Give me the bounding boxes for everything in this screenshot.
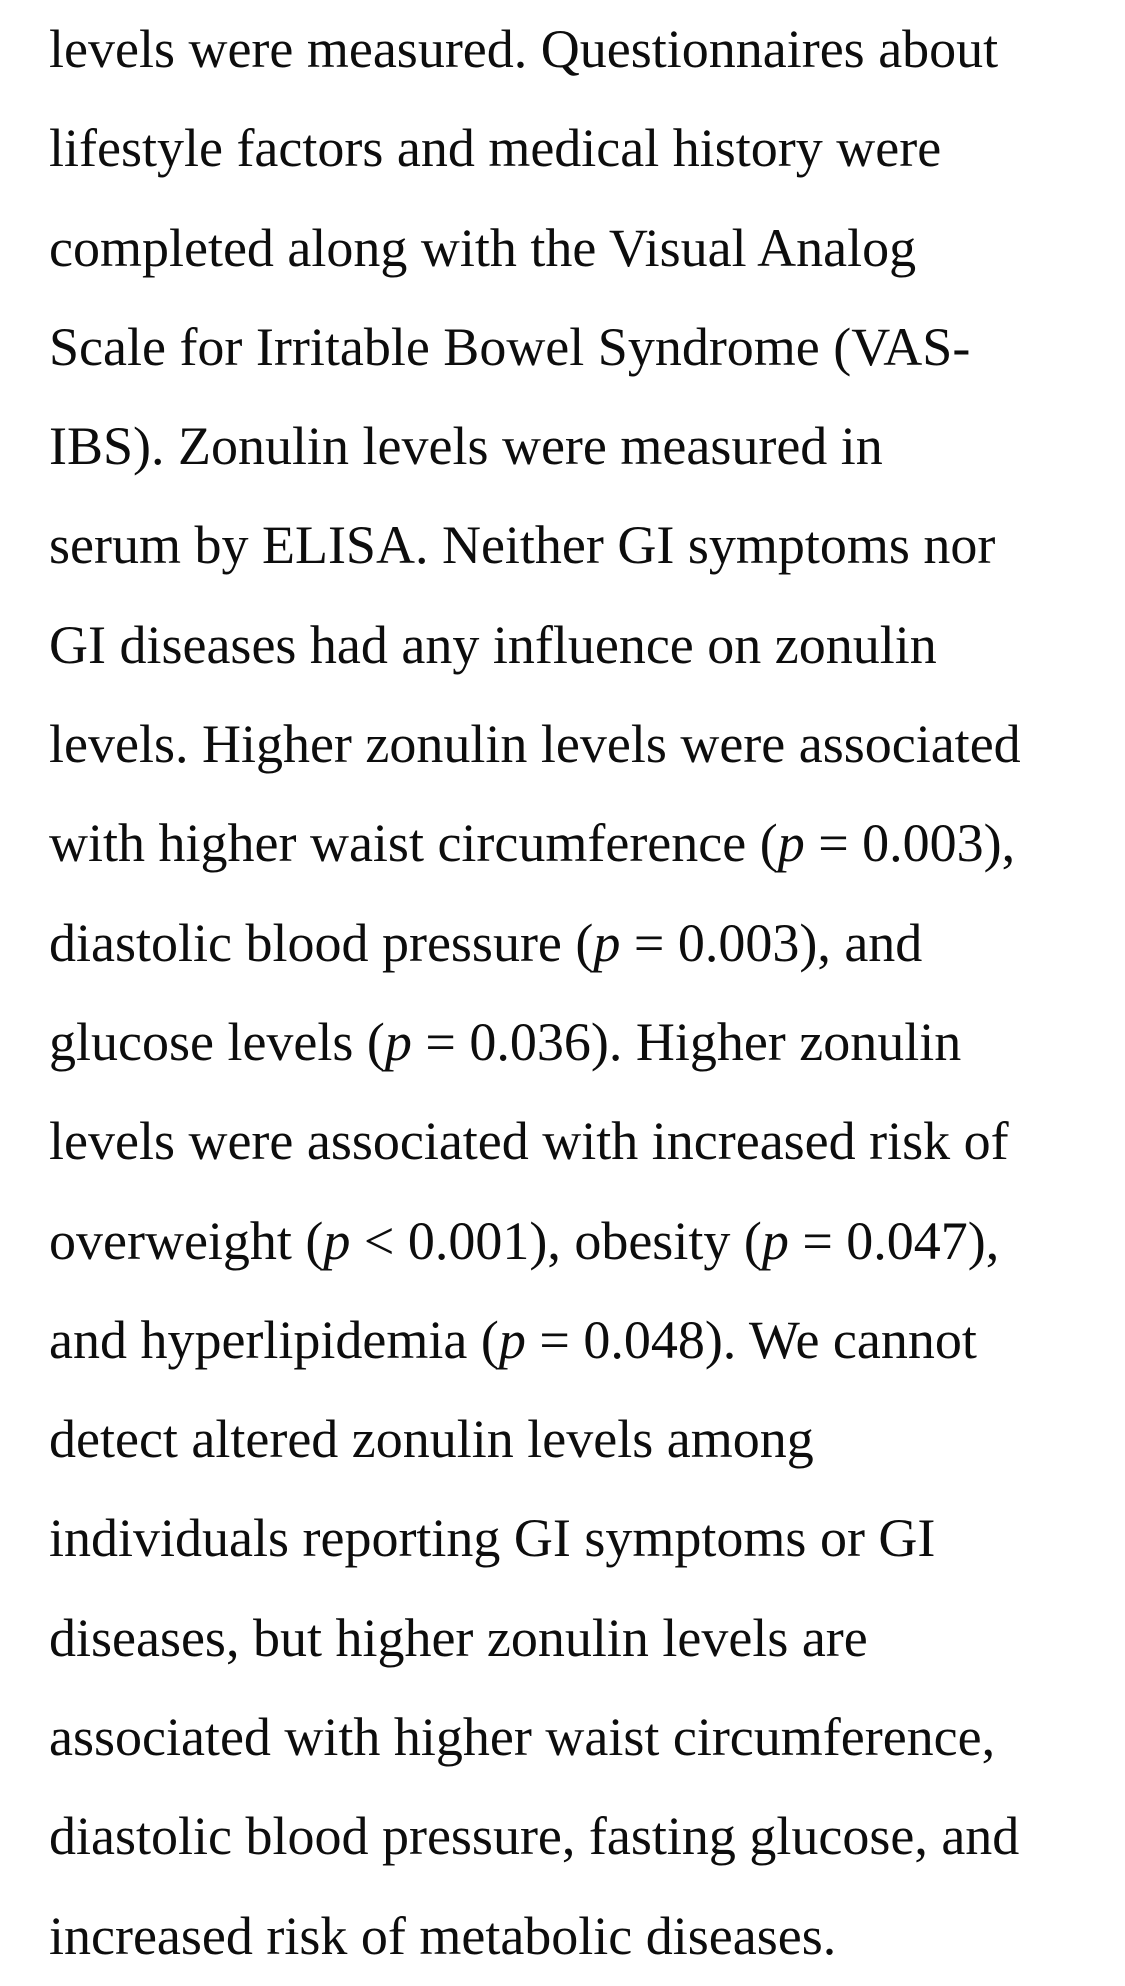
text-line xyxy=(49,1489,1109,1588)
text-fragment: associated with higher waist circumference, xyxy=(49,1707,996,1768)
text-line xyxy=(49,298,1109,397)
text-fragment: diastolic blood pressure ( xyxy=(49,912,594,973)
text-line xyxy=(49,1887,1109,1986)
text-fragment: with higher waist circumference ( xyxy=(49,813,778,874)
p-value-variable: p xyxy=(498,1309,526,1370)
text-fragment: GI diseases had any influence on zonulin xyxy=(49,614,937,675)
text-fragment: diastolic blood pressure, fasting glucose, and xyxy=(49,1806,1020,1867)
p-value-variable: p xyxy=(323,1210,351,1271)
text-line xyxy=(49,596,1109,695)
text-fragment: = 0.003), xyxy=(804,813,1016,874)
text-line xyxy=(49,0,1109,99)
text-line xyxy=(49,496,1109,595)
text-fragment: increased risk of metabolic diseases. xyxy=(49,1905,837,1966)
text-fragment: = 0.036). Higher zonulin xyxy=(411,1011,962,1072)
text-fragment: serum by ELISA. Neither GI symptoms nor xyxy=(49,515,996,576)
text-line xyxy=(49,1589,1109,1688)
text-line xyxy=(49,1787,1109,1886)
text-fragment: IBS). Zonulin levels were measured in xyxy=(49,416,883,477)
text-line xyxy=(49,1390,1109,1489)
text-fragment: lifestyle factors and medical history were xyxy=(49,118,942,179)
text-line xyxy=(49,993,1109,1092)
text-line xyxy=(49,1192,1109,1291)
text-fragment: = 0.048). We cannot xyxy=(525,1309,977,1370)
text-fragment: = 0.047), xyxy=(788,1210,1000,1271)
text-fragment: diseases, but higher zonulin levels are xyxy=(49,1607,868,1668)
text-line xyxy=(49,99,1109,198)
text-line xyxy=(49,1291,1109,1390)
abstract-paragraph xyxy=(49,0,1109,1986)
text-line xyxy=(49,894,1109,993)
text-fragment: Scale for Irritable Bowel Syndrome (VAS- xyxy=(49,316,971,377)
text-line xyxy=(49,794,1109,893)
p-value-variable: p xyxy=(384,1011,412,1072)
text-fragment: individuals reporting GI symptoms or GI xyxy=(49,1508,936,1569)
text-fragment: overweight ( xyxy=(49,1210,324,1271)
text-line xyxy=(49,397,1109,496)
text-fragment: levels were associated with increased risk of xyxy=(49,1111,1009,1172)
text-fragment: levels were measured. Questionnaires about xyxy=(49,19,999,79)
text-fragment: completed along with the Visual Analog xyxy=(49,217,917,278)
text-line xyxy=(49,1092,1109,1191)
text-fragment: detect altered zonulin levels among xyxy=(49,1409,814,1470)
text-fragment: = 0.003), and xyxy=(620,912,923,973)
text-fragment: glucose levels ( xyxy=(49,1011,385,1072)
text-line xyxy=(49,1688,1109,1787)
text-fragment: < 0.001), obesity ( xyxy=(350,1210,762,1271)
text-fragment: levels. Higher zonulin levels were associated xyxy=(49,714,1021,775)
text-line xyxy=(49,695,1109,794)
text-line xyxy=(49,199,1109,298)
text-fragment: and hyperlipidemia ( xyxy=(49,1309,499,1370)
p-value-variable: p xyxy=(777,813,805,874)
p-value-variable: p xyxy=(593,912,621,973)
p-value-variable: p xyxy=(761,1210,789,1271)
